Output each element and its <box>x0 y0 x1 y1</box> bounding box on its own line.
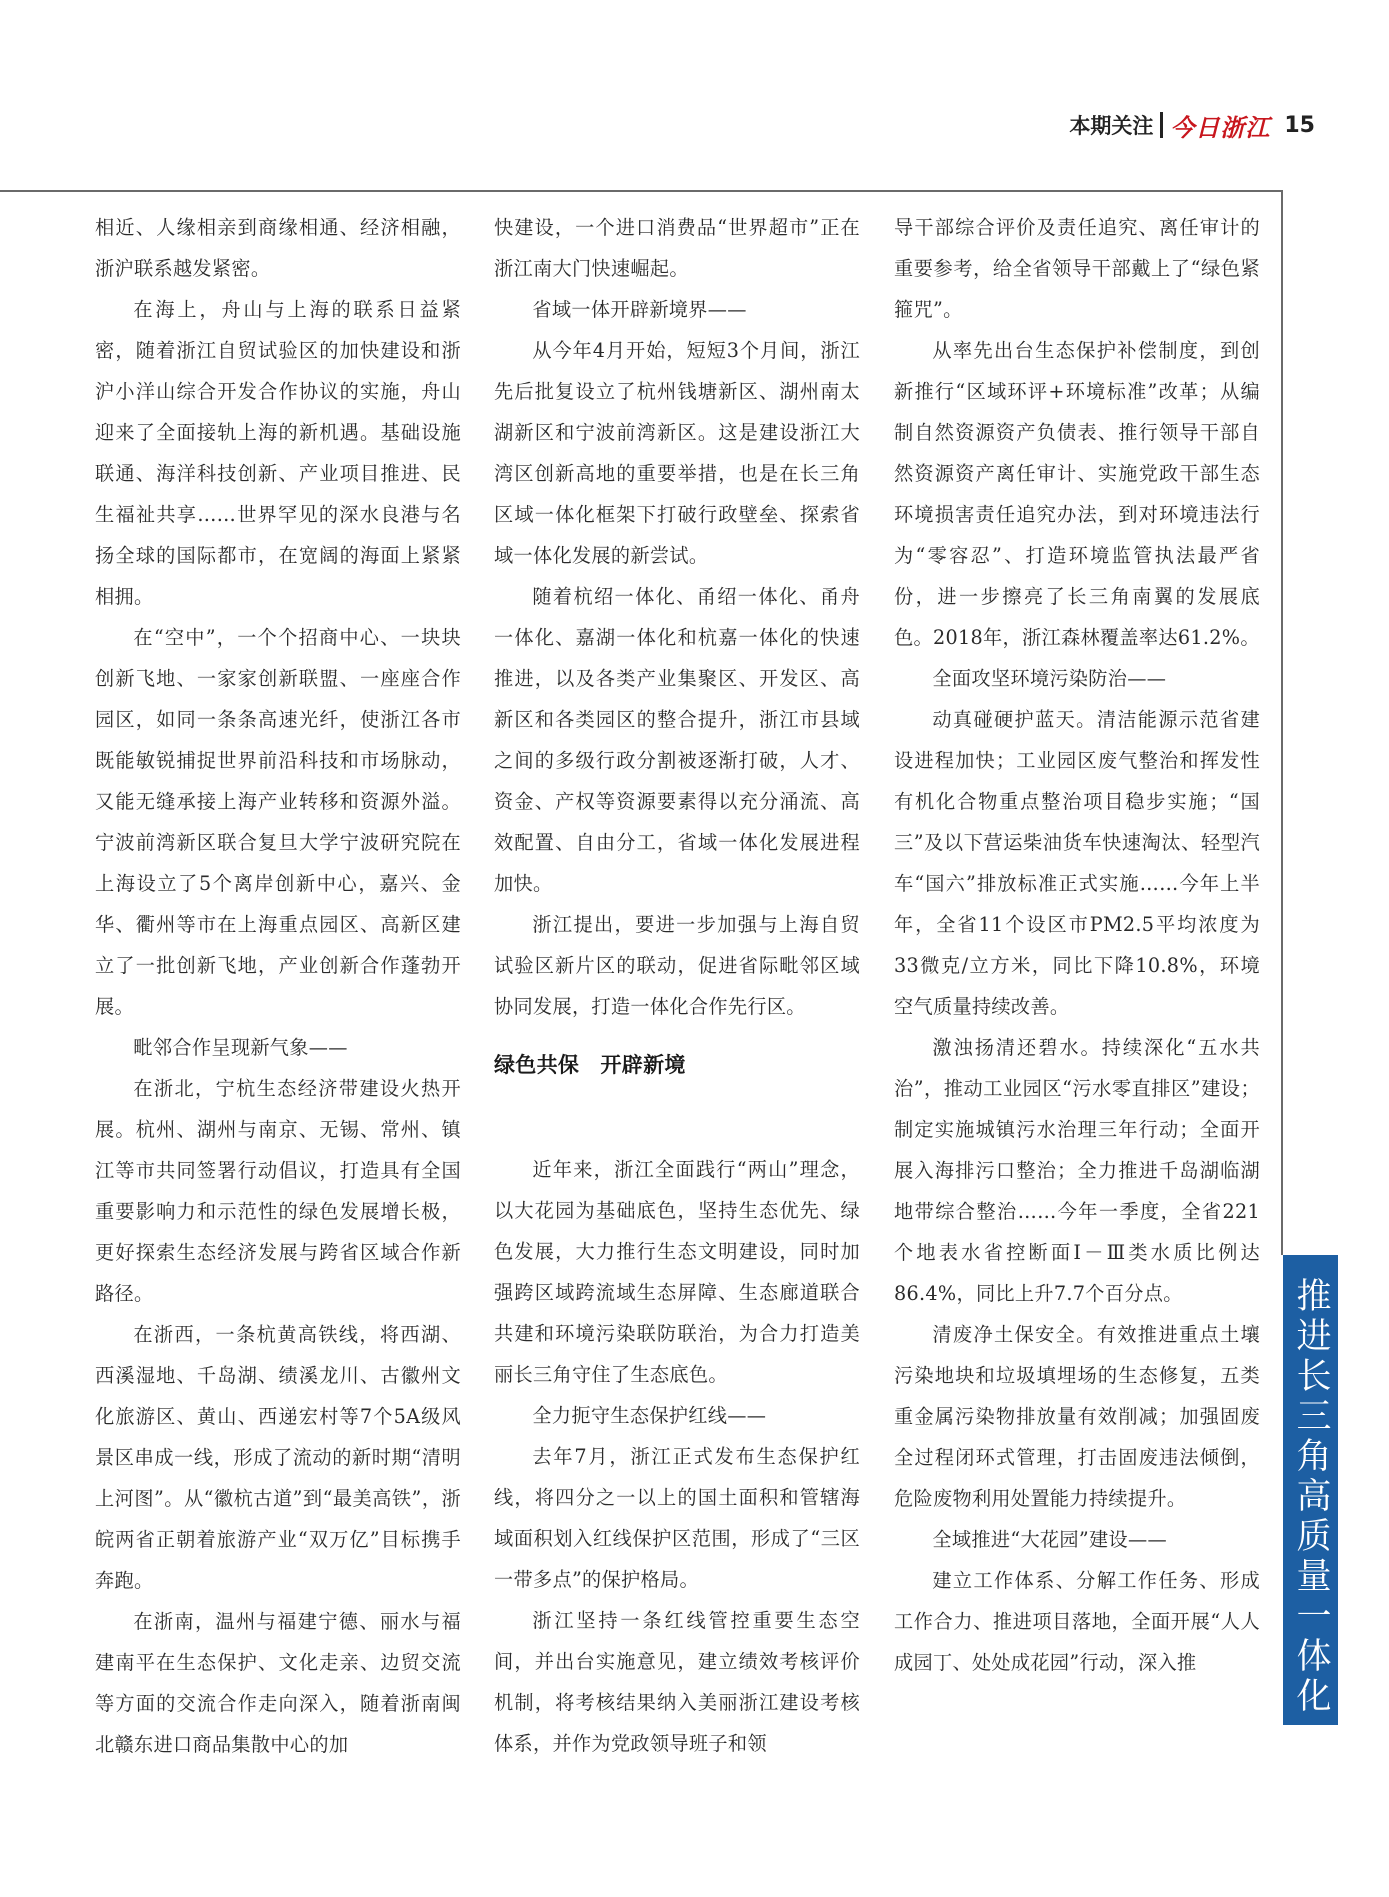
paragraph: 在浙南，温州与福建宁德、丽水与福建南平在生态保护、文化走亲、边贸交流等方面的交流合作走向深入，随着浙南闽北赣东进口商品集散中心的加 <box>95 1610 461 1756</box>
paragraph: 清废净土保安全。有效推进重点土壤污染地块和垃圾填埋场的生态修复，五类重金属污染物排放量有效削减；加强固废全过程闭环式管理，打击固废违法倾倒，危险废物利用处置能力持续提升。 <box>894 1323 1260 1510</box>
paragraph: 相近、人缘相亲到商缘相通、经济相融，浙沪联系越发紧密。 <box>95 216 461 280</box>
section-title: 绿色共保 开辟新境 <box>494 1053 686 1077</box>
paragraph: 从今年4月开始，短短3个月间，浙江先后批复设立了杭州钱塘新区、湖州南太湖新区和宁波前湾新区。这是建设浙江大湾区创新高地的重要举措，也是在长三角区域一体化框架下打破行政壁垒、探索省域一体化发展的新尝试。 <box>494 339 860 567</box>
subheading: 全面攻坚环境污染防治—— <box>932 667 1167 690</box>
paragraph: 去年7月，浙江正式发布生态保护红线，将四分之一以上的国土面积和管辖海域面积划入红线保护区范围，形成了“三区一带多点”的保护格局。 <box>494 1445 860 1591</box>
paragraph: 快建设，一个进口消费品“世界超市”正在浙江南大门快速崛起。 <box>494 216 860 280</box>
paragraph: 在海上，舟山与上海的联系日益紧密，随着浙江自贸试验区的加快建设和浙沪小洋山综合开发合作协议的实施，舟山迎来了全面接轨上海的新机遇。基础设施联通、海洋科技创新、产业项目推进、民生福祉共享……世界罕见的深水良港与名扬全球的国际都市，在宽阔的海面上紧紧相拥。 <box>95 298 461 608</box>
subheading: 全域推进“大花园”建设—— <box>932 1528 1167 1551</box>
right-rule <box>1281 190 1283 1255</box>
side-tab <box>1283 1255 1338 1725</box>
running-header <box>1069 108 1315 142</box>
paragraph: 浙江坚持一条红线管控重要生态空间，并出台实施意见，建立绩效考核评价机制，将考核结果纳入美丽浙江建设考核体系，并作为党政领导班子和领 <box>494 1609 860 1755</box>
column-2 <box>494 207 860 1764</box>
paragraph: 浙江提出，要进一步加强与上海自贸试验区新片区的联动，促进省际毗邻区域协同发展，打造一体化合作先行区。 <box>494 913 860 1018</box>
paragraph: 导干部综合评价及责任追究、离任审计的重要参考，给全省领导干部戴上了“绿色紧箍咒”。 <box>894 216 1260 321</box>
subheading: 省域一体开辟新境界—— <box>532 298 747 321</box>
paragraph: 建立工作体系、分解工作任务、形成工作合力、推进项目落地，全面开展“人人成园丁、处处成花园”行动，深入推 <box>894 1569 1260 1674</box>
paragraph: 在“空中”，一个个招商中心、一块块创新飞地、一家家创新联盟、一座座合作园区，如同一条条高速光纤，使浙江各市既能敏锐捕捉世界前沿科技和市场脉动，又能无缝承接上海产业转移和资源外溢。宁波前湾新区联合复旦大学宁波研究院在上海设立了5个离岸创新中心，嘉兴、金华、衢州等市在上海重点园区、高新区建立了一批创新飞地，产业创新合作蓬勃开展。 <box>95 626 461 1018</box>
subheading: 全力扼守生态保护红线—— <box>532 1404 767 1427</box>
header-divider <box>1160 112 1163 138</box>
column-3 <box>894 207 1260 1683</box>
magazine-logo: 今日浙江 <box>1170 112 1271 142</box>
top-rule <box>0 190 1283 192</box>
side-tab-label: 推进长三角高质量一体化 <box>1291 1277 1331 1717</box>
paragraph: 激浊扬清还碧水。持续深化“五水共治”，推动工业园区“污水零直排区”建设；制定实施城镇污水治理三年行动；全面开展入海排污口整治；全力推进千岛湖临湖地带综合整治……今年一季度，全省221个地表水省控断面Ⅰ－Ⅲ类水质比例达86.4%，同比上升7.7个百分点。 <box>894 1036 1260 1305</box>
page-number: 15 <box>1284 112 1315 138</box>
section-label: 本期关注 <box>1069 114 1154 138</box>
paragraph: 在浙西，一条杭黄高铁线，将西湖、西溪湿地、千岛湖、绩溪龙川、古徽州文化旅游区、黄山、西递宏村等7个5A级风景区串成一线，形成了流动的新时期“清明上河图”。从“徽杭古道”到“最美高铁”，浙皖两省正朝着旅游产业“双万亿”目标携手奔跑。 <box>95 1323 461 1592</box>
paragraph: 在浙北，宁杭生态经济带建设火热开展。杭州、湖州与南京、无锡、常州、镇江等市共同签署行动倡议，打造具有全国重要影响力和示范性的绿色发展增长极，更好探索生态经济发展与跨省区域合作新路径。 <box>95 1077 461 1305</box>
column-1 <box>95 207 461 1765</box>
paragraph: 动真碰硬护蓝天。清洁能源示范省建设进程加快；工业园区废气整治和挥发性有机化合物重点整治项目稳步实施；“国三”及以下营运柴油货车快速淘汰、轻型汽车“国六”排放标准正式实施……今年上半年，全省11个设区市PM2.5平均浓度为33微克/立方米，同比下降10.8%，环境空气质量持续改善。 <box>894 708 1260 1018</box>
column-2-bottom <box>494 1149 860 1764</box>
paragraph: 从率先出台生态保护补偿制度，到创新推行“区域环评+环境标准”改革；从编制自然资源资产负债表、推行领导干部自然资源资产离任审计、实施党政干部生态环境损害责任追究办法，到对环境违法行为“零容忍”、打造环境监管执法最严省份，进一步擦亮了长三角南翼的发展底色。2018年，浙江森林覆盖率达61.2%。 <box>894 339 1260 649</box>
paragraph: 近年来，浙江全面践行“两山”理念，以大花园为基础底色，坚持生态优先、绿色发展，大力推行生态文明建设，同时加强跨区域跨流域生态屏障、生态廊道联合共建和环境污染联防联治，为合力打造美丽长三角守住了生态底色。 <box>494 1158 860 1386</box>
column-2-top <box>494 207 860 1027</box>
paragraph: 随着杭绍一体化、甬绍一体化、甬舟一体化、嘉湖一体化和杭嘉一体化的快速推进，以及各类产业集聚区、开发区、高新区和各类园区的整合提升，浙江市县域之间的多级行政分割被逐渐打破，人才、资金、产权等资源要素得以充分涌流、高效配置、自由分工，省域一体化发展进程加快。 <box>494 585 860 895</box>
subheading: 毗邻合作呈现新气象—— <box>133 1036 348 1059</box>
